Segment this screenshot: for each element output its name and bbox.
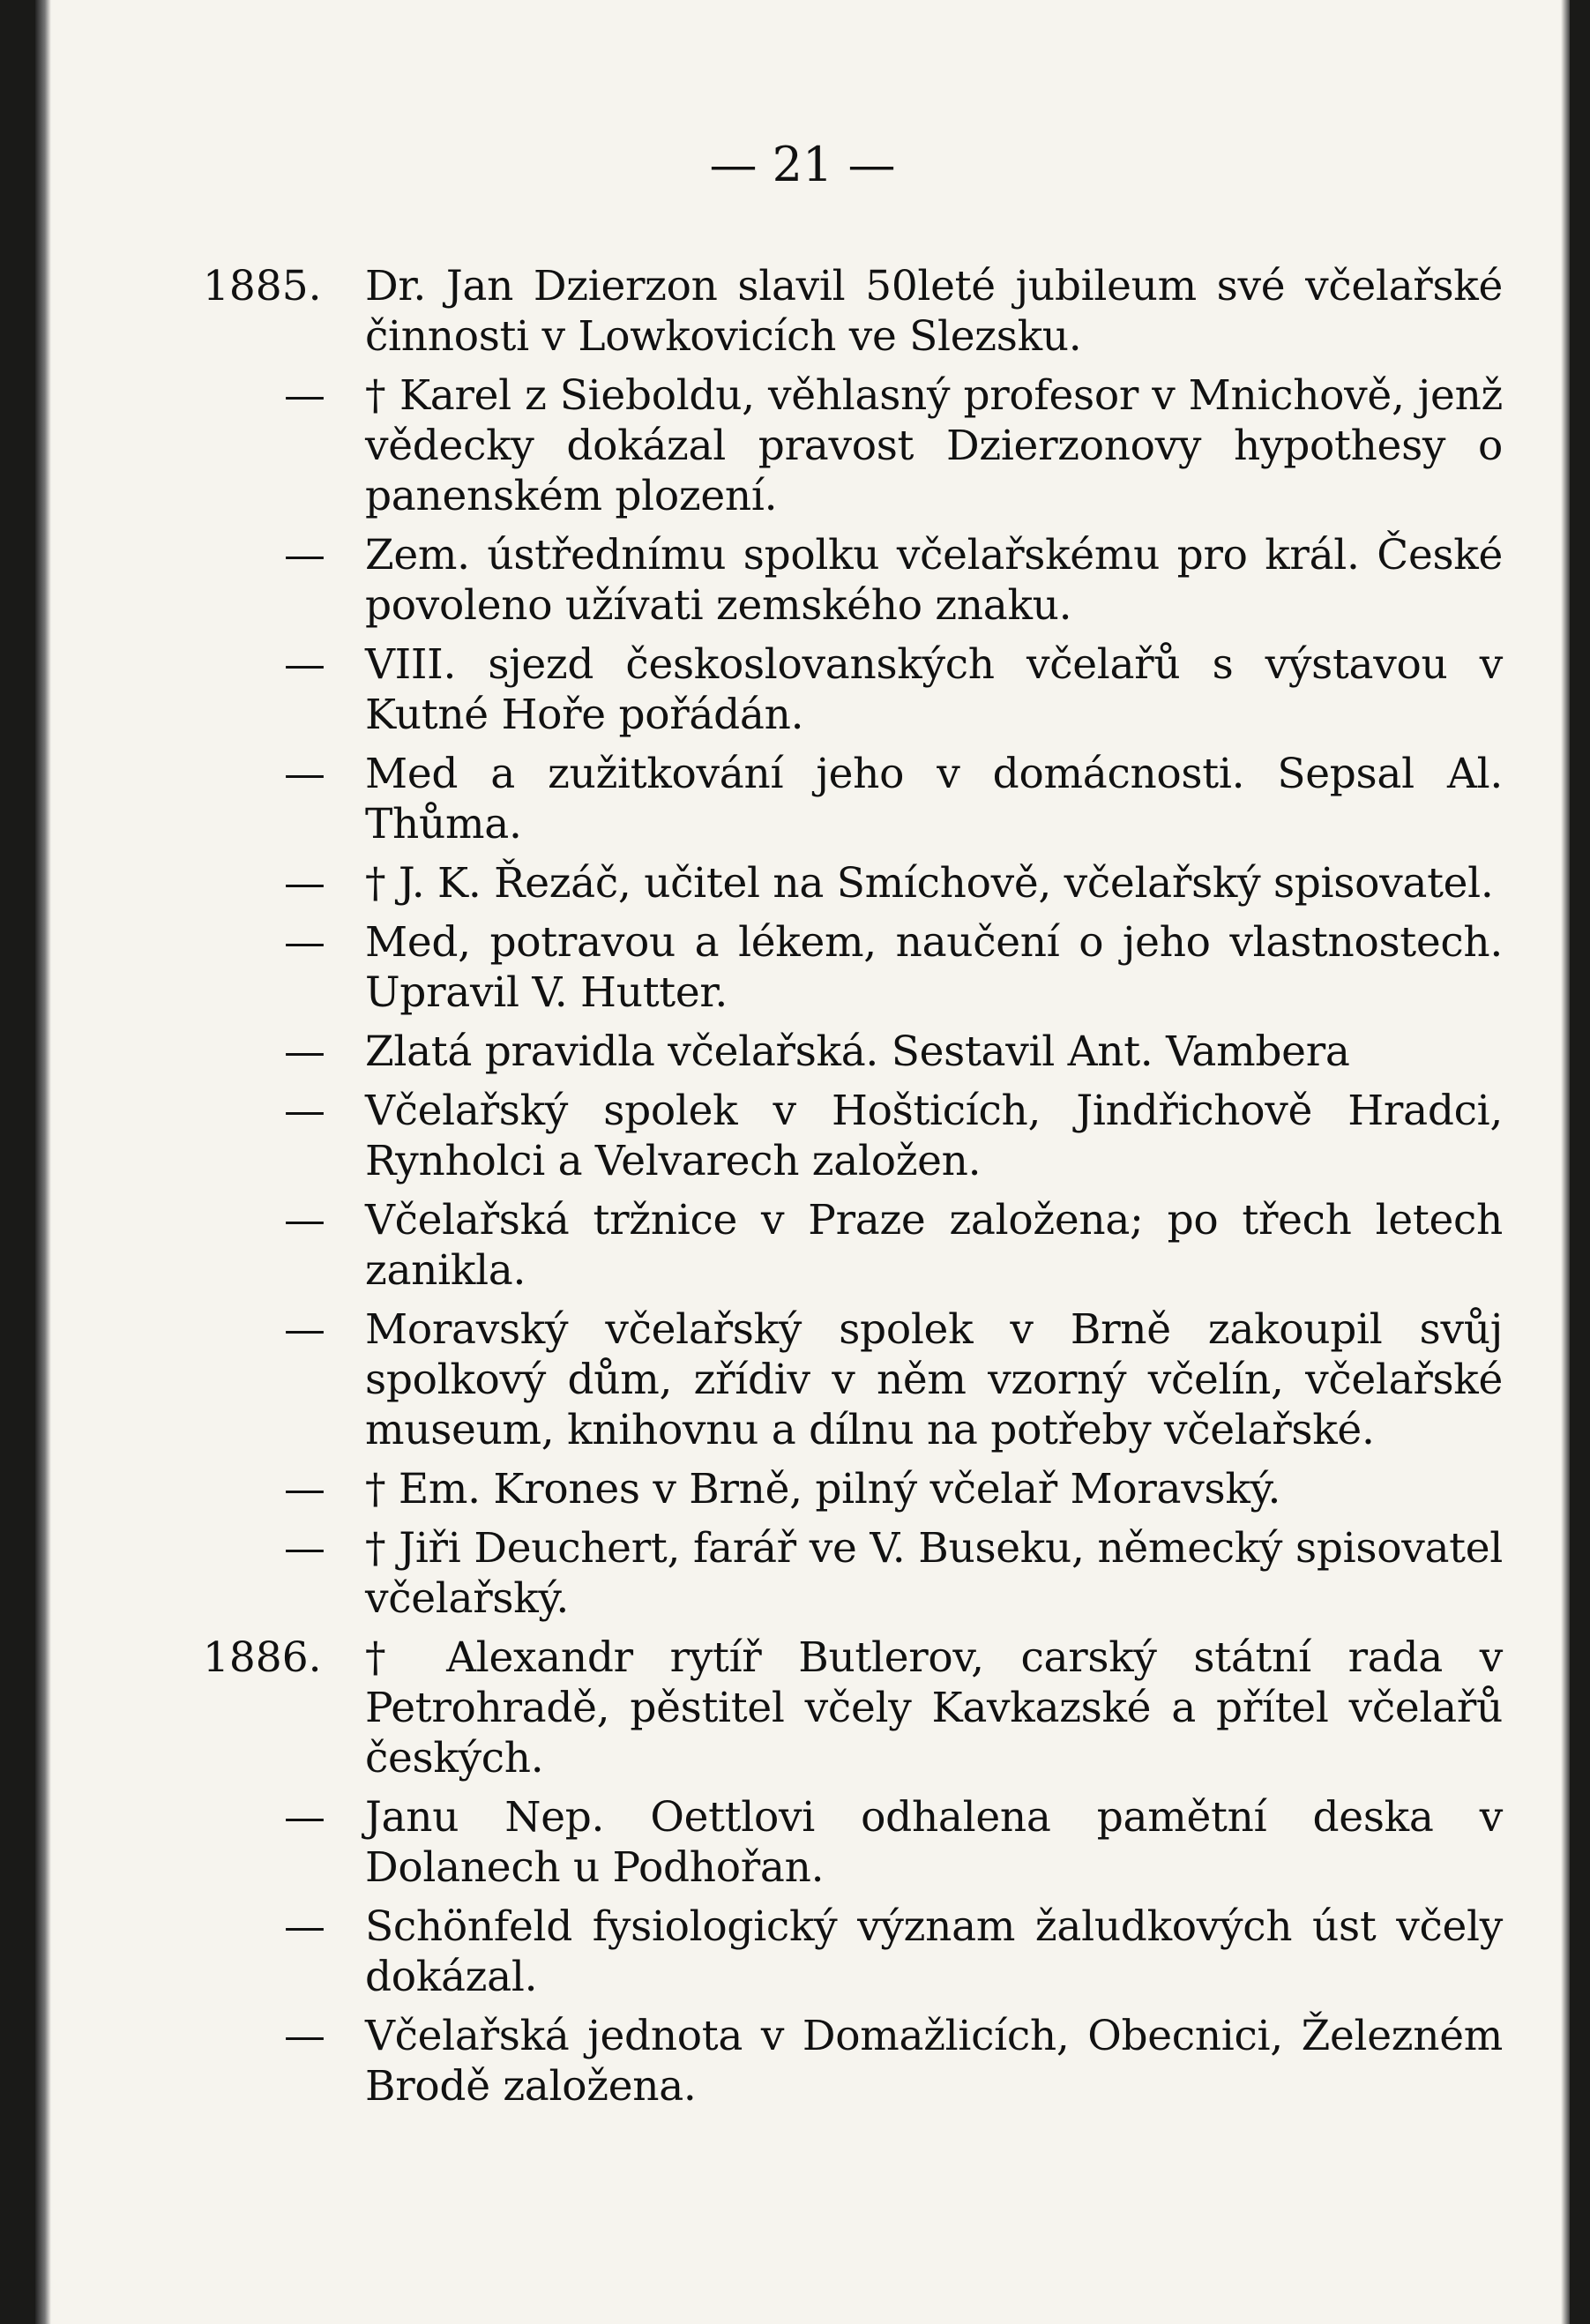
entry-text: † Jiři Deuchert, farář ve V. Buseku, německý spisovatel včelařský. xyxy=(365,1524,1503,1623)
entry-dash-marker: — xyxy=(284,2012,325,2060)
chronology-entry xyxy=(35,261,1570,362)
entry-year-marker: 1886. xyxy=(203,1633,322,1682)
entry-dash-marker: — xyxy=(284,1196,325,1244)
entry-text: Dr. Jan Dzierzon slavil 50leté jubileum své včelařské činnosti v Lowkovicích ve Slezsku. xyxy=(365,262,1503,361)
chronology-entry xyxy=(35,530,1570,631)
chronology-entry xyxy=(35,1902,1570,2002)
entry-text: Zem. ústřednímu spolku včelařskému pro král. České povoleno užívati zemského znaku. xyxy=(365,531,1503,630)
chronology-entry xyxy=(35,917,1570,1018)
chronology-entry xyxy=(35,639,1570,740)
entry-dash-marker: — xyxy=(284,531,325,579)
entry-text: Med a zužitkování jeho v domácnosti. Sepsal Al. Thůma. xyxy=(365,750,1503,848)
chronology-entry xyxy=(35,858,1570,908)
chronology-entry xyxy=(35,370,1570,521)
chronology-entry xyxy=(35,1792,1570,1893)
chronology-list xyxy=(35,261,1570,2120)
chronology-entry xyxy=(35,1523,1570,1624)
chronology-entry xyxy=(35,749,1570,849)
entry-dash-marker: — xyxy=(284,371,325,420)
entry-year-marker: 1885. xyxy=(203,262,322,310)
page-number: — 21 — xyxy=(709,137,896,192)
entry-text: Schönfeld fysiologický význam žaludkových úst včely dokázal. xyxy=(365,1902,1503,2001)
chronology-entry xyxy=(35,1195,1570,1296)
entry-dash-marker: — xyxy=(284,1793,325,1842)
entry-dash-marker: — xyxy=(284,640,325,689)
entry-text: † Karel z Sieboldu, věhlasný profesor v Mnichově, jenž vědecky dokázal pravost Dzierzonovy hypothesy o panenském plození. xyxy=(365,371,1503,520)
entry-text: VIII. sjezd českoslovanských včelařů s výstavou v Kutné Hoře pořádán. xyxy=(365,640,1503,739)
entry-dash-marker: — xyxy=(284,1465,325,1513)
entry-text: Janu Nep. Oettlovi odhalena pamětní deska v Dolanech u Podhořan. xyxy=(365,1793,1503,1892)
entry-dash-marker: — xyxy=(284,1087,325,1135)
book-page xyxy=(35,0,1570,2324)
entry-dash-marker: — xyxy=(284,918,325,967)
entry-text: Zlatá pravidla včelařská. Sestavil Ant. Vambera xyxy=(365,1027,1350,1076)
entry-dash-marker: — xyxy=(284,1902,325,1951)
entry-text: Včelařská tržnice v Praze založena; po třech letech zanikla. xyxy=(365,1196,1503,1295)
entry-text: Med, potravou a lékem, naučení o jeho vlastnostech. Upravil V. Hutter. xyxy=(365,918,1503,1017)
chronology-entry xyxy=(35,1027,1570,1077)
entry-dash-marker: — xyxy=(284,1524,325,1573)
entry-dash-marker: — xyxy=(284,750,325,798)
entry-text: Včelařská jednota v Domažlicích, Obecnici, Železném Brodě založena. xyxy=(365,2012,1503,2111)
chronology-entry xyxy=(35,1633,1570,1783)
entry-dash-marker: — xyxy=(284,1027,325,1076)
chronology-entry xyxy=(35,1304,1570,1455)
entry-text: Moravský včelařský spolek v Brně zakoupil svůj spolkový dům, zřídiv v něm vzorný včelín, včelařské museum, knihovnu a dílnu na potřeby včelařské. xyxy=(365,1305,1503,1454)
entry-dash-marker: — xyxy=(284,859,325,908)
entry-text: † J. K. Řezáč, učitel na Smíchově, včelařský spisovatel. xyxy=(365,859,1494,908)
chronology-entry xyxy=(35,1464,1570,1514)
entry-text: † Alexandr rytíř Butlerov, carský státní rada v Petrohradě, pěstitel včely Kavkazské a přítel včelařů českých. xyxy=(365,1633,1503,1782)
entry-text: Včelařský spolek v Hošticích, Jindřichově Hradci, Rynholci a Velvarech založen. xyxy=(365,1087,1503,1185)
entry-dash-marker: — xyxy=(284,1305,325,1354)
chronology-entry xyxy=(35,1086,1570,1186)
chronology-entry xyxy=(35,2011,1570,2111)
entry-text: † Em. Krones v Brně, pilný včelař Moravský. xyxy=(365,1465,1281,1513)
